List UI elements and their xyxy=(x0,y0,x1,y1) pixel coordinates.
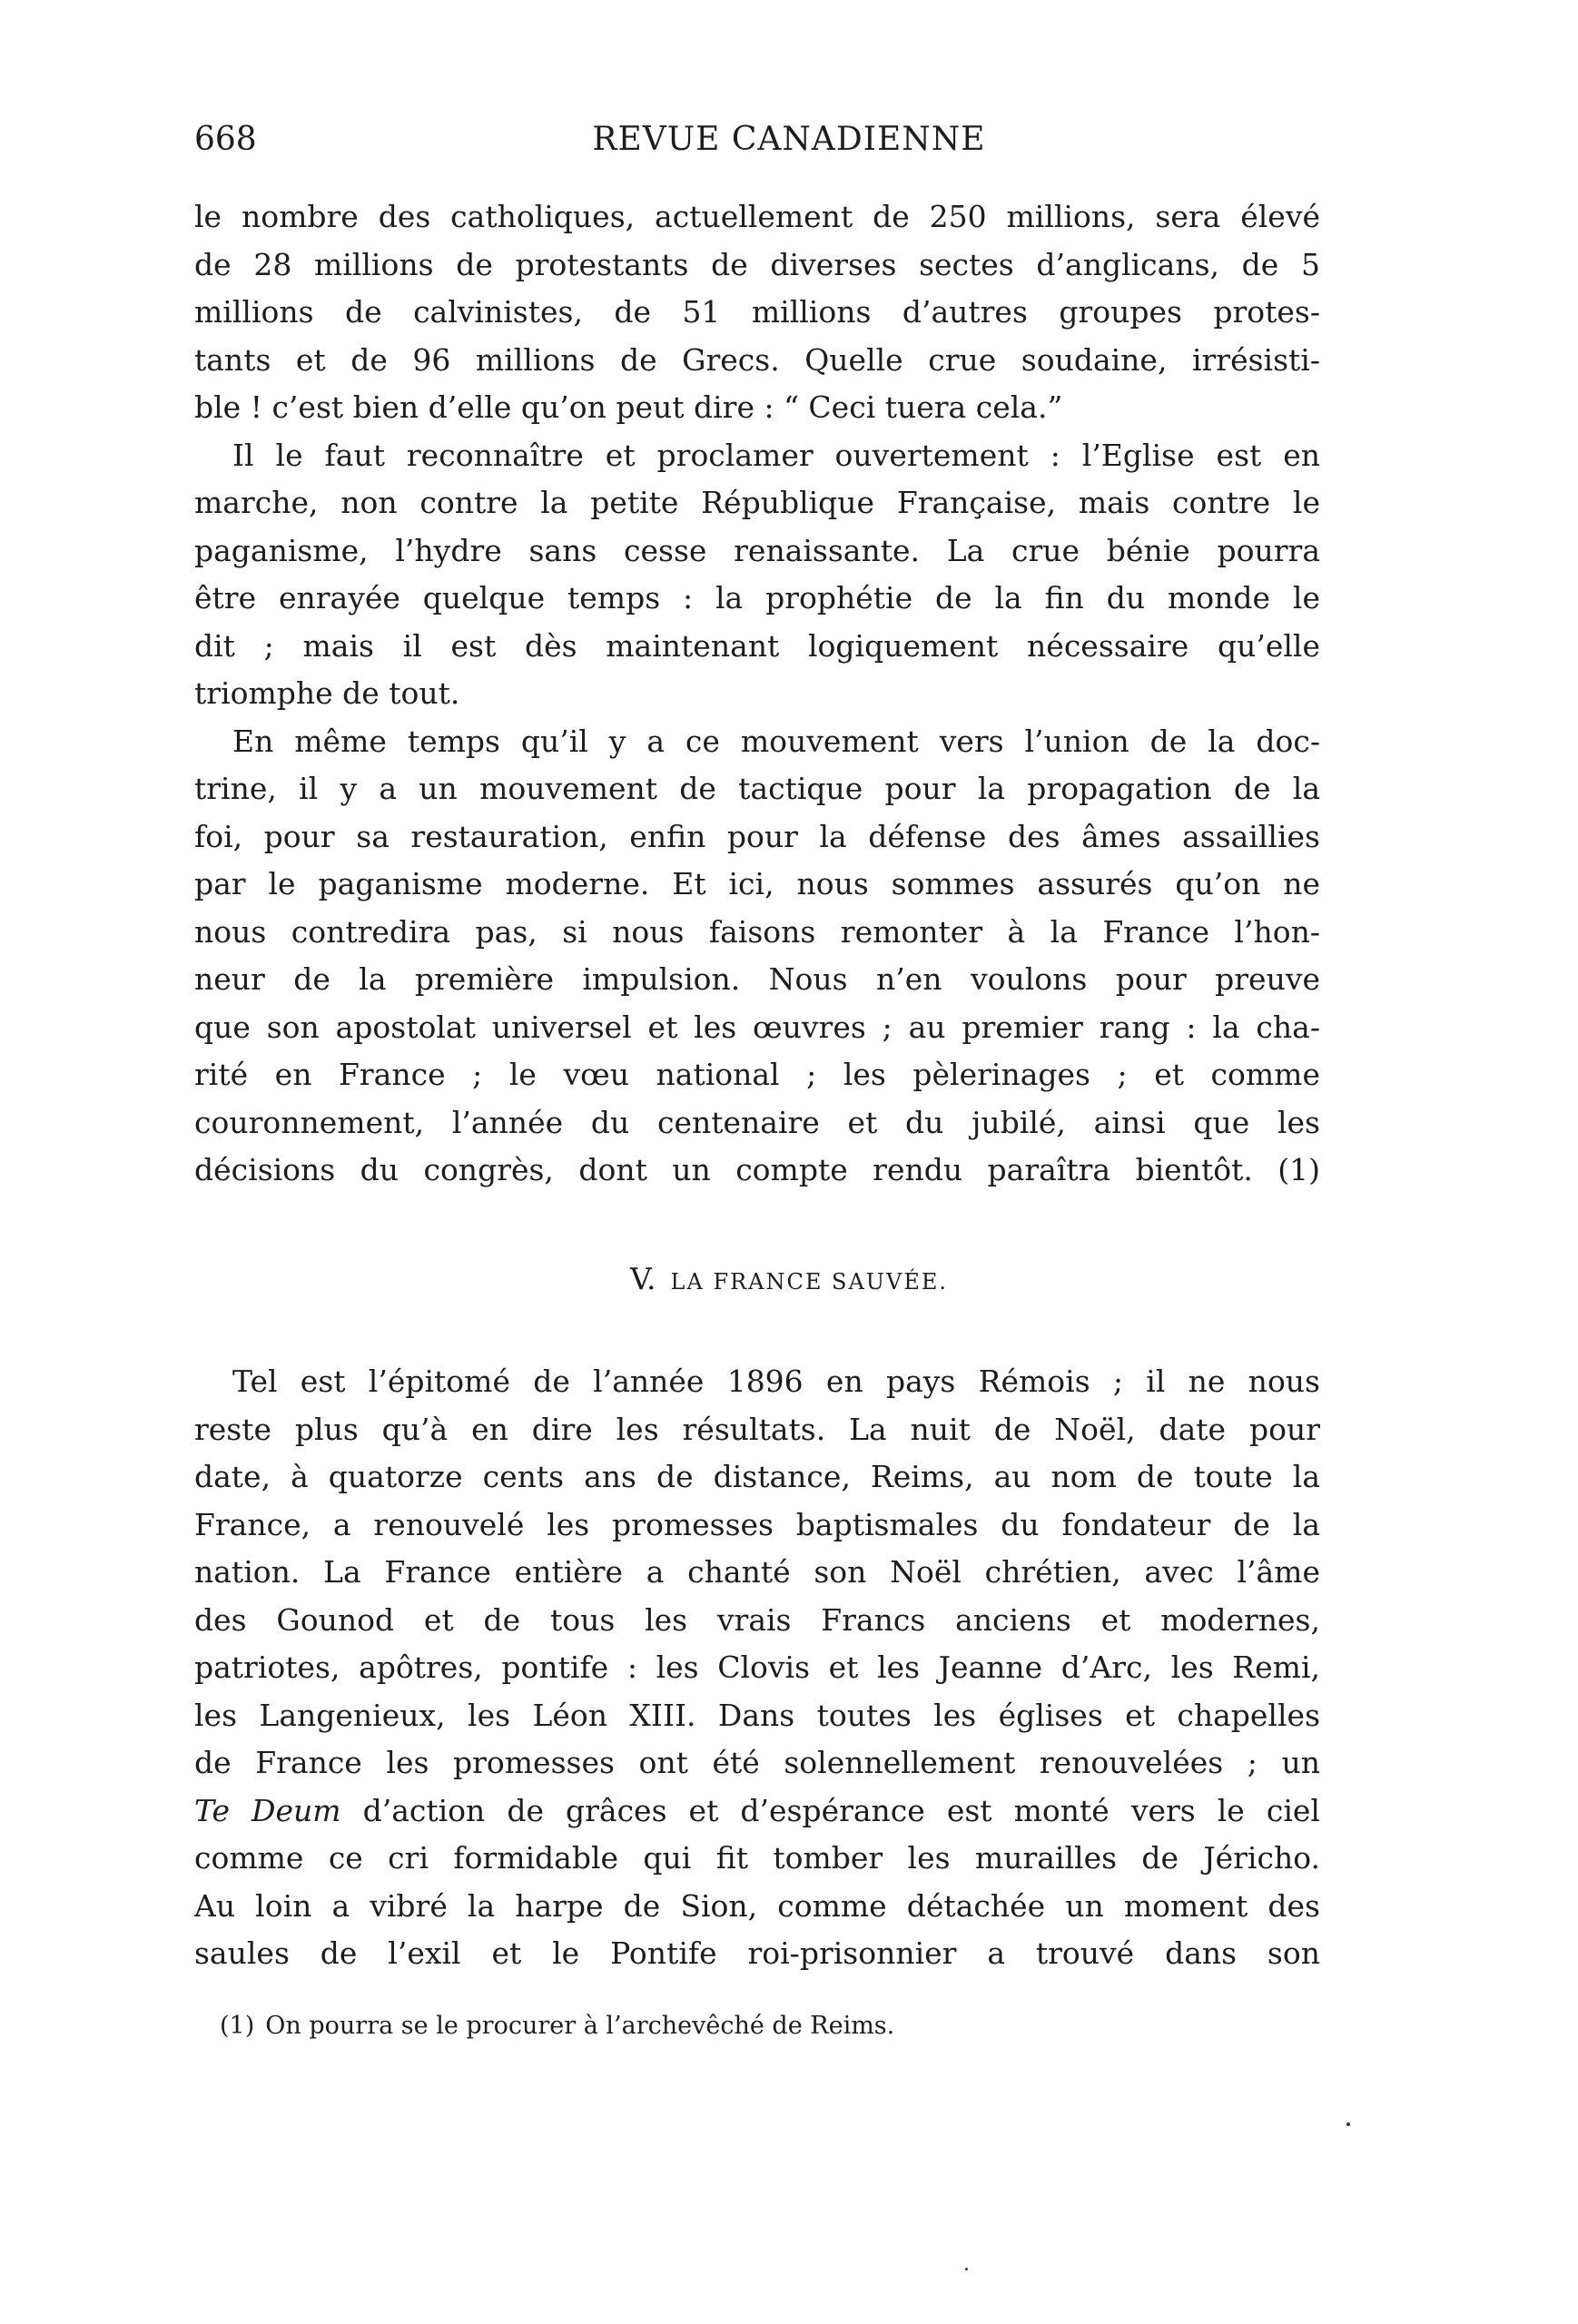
page-header xyxy=(194,116,1320,163)
text-line: être enrayée quelque temps : la prophétie de la fin du monde le xyxy=(194,580,1320,615)
running-title: REVUE CANADIENNE xyxy=(592,121,986,158)
body-text-part-2 xyxy=(194,1358,1320,1978)
text-line: que son apostolat universel et les œuvres ; au premier rang : la cha- xyxy=(194,1009,1320,1045)
text-line: trine, il y a un mouvement de tactique pour la propagation de la xyxy=(194,771,1320,806)
text-line: date, à quatorze cents ans de distance, Reims, au nom de toute la xyxy=(194,1459,1320,1494)
text-line: tants et de 96 millions de Grecs. Quelle crue soudaine, irrésisti- xyxy=(194,341,1320,378)
section-heading xyxy=(194,1256,1320,1305)
section-number: V. xyxy=(629,1261,656,1296)
text-line: de 28 millions de protestants de diverses sectes d’anglicans, de 5 xyxy=(194,246,1320,282)
body-text-part-1 xyxy=(194,193,1320,1195)
section-title: LA FRANCE SAUVÉE. xyxy=(670,1269,949,1295)
print-speck xyxy=(1346,2122,1350,2126)
text-line: ble ! c’est bien d’elle qu’on peut dire : “ Ceci tuera cela.” xyxy=(194,389,1063,425)
text-line: triomphe de tout. xyxy=(194,675,460,711)
text-line xyxy=(194,1787,1320,1836)
text-line: Il le faut reconnaître et proclamer ouvertement : l’Eglise est en xyxy=(232,437,1320,473)
footnote xyxy=(220,2008,894,2044)
text-line: patriotes, apôtres, pontife : les Clovis et les Jeanne d’Arc, les Remi, xyxy=(194,1649,1320,1685)
text-line: Au loin a vibré la harpe de Sion, comme détachée un moment des xyxy=(194,1887,1320,1924)
text-line: paganisme, l’hydre sans cesse renaissante. La crue bénie pourra xyxy=(194,532,1320,568)
text-line: dit ; mais il est dès maintenant logiquement nécessaire qu’elle xyxy=(194,627,1320,664)
text-line: décisions du congrès, dont un compte rendu paraîtra bientôt. (1) xyxy=(194,1152,1320,1187)
print-speck xyxy=(965,2268,968,2270)
text-line: Tel est l’épitomé de l’année 1896 en pays Rémois ; il ne nous xyxy=(232,1364,1320,1399)
text-line: le nombre des catholiques, actuellement de 250 millions, sera élevé xyxy=(194,199,1320,234)
text-line: millions de calvinistes, de 51 millions d’autres groupes protes- xyxy=(194,294,1320,330)
text-line: des Gounod et de tous les vrais Francs anciens et modernes, xyxy=(194,1601,1320,1638)
footnote-text: On pourra se le procurer à l’archevêché de Reims. xyxy=(265,2012,895,2040)
text-line-rest: d’action de grâces et d’espérance est monté vers le ciel xyxy=(362,1792,1320,1828)
text-line: nous contredira pas, si nous faisons remonter à la France l’hon- xyxy=(194,913,1320,950)
footnote-marker: (1) xyxy=(220,2012,255,2040)
text-line: de France les promesses ont été solennellement renouvelées ; un xyxy=(194,1745,1320,1780)
text-line: rité en France ; le vœu national ; les pèlerinages ; et comme xyxy=(194,1057,1320,1092)
text-line: comme ce cri formidable qui fit tomber les murailles de Jéricho. xyxy=(194,1840,1320,1876)
text-line: par le paganisme moderne. Et ici, nous sommes assurés qu’on ne xyxy=(194,866,1320,901)
text-line: les Langenieux, les Léon XIII. Dans toutes les églises et chapelles xyxy=(194,1697,1320,1733)
text-line: saules de l’exil et le Pontife roi-prisonnier a trouvé dans son xyxy=(194,1935,1320,1971)
page-number: 668 xyxy=(194,121,257,158)
text-line: En même temps qu’il y a ce mouvement vers l’union de la doc- xyxy=(232,723,1320,759)
italic-te-deum: Te Deum xyxy=(194,1792,341,1828)
text-line: France, a renouvelé les promesses baptismales du fondateur de la xyxy=(194,1506,1320,1542)
text-line: couronnement, l’année du centenaire et du jubilé, ainsi que les xyxy=(194,1104,1320,1140)
text-line: nation. La France entière a chanté son Noël chrétien, avec l’âme xyxy=(194,1554,1320,1590)
text-line: neur de la première impulsion. Nous n’en voulons pour preuve xyxy=(194,961,1320,997)
text-line: reste plus qu’à en dire les résultats. La nuit de Noël, date pour xyxy=(194,1411,1320,1447)
text-line: foi, pour sa restauration, enfin pour la défense des âmes assaillies xyxy=(194,818,1320,854)
text-line: marche, non contre la petite République Française, mais contre le xyxy=(194,485,1320,520)
